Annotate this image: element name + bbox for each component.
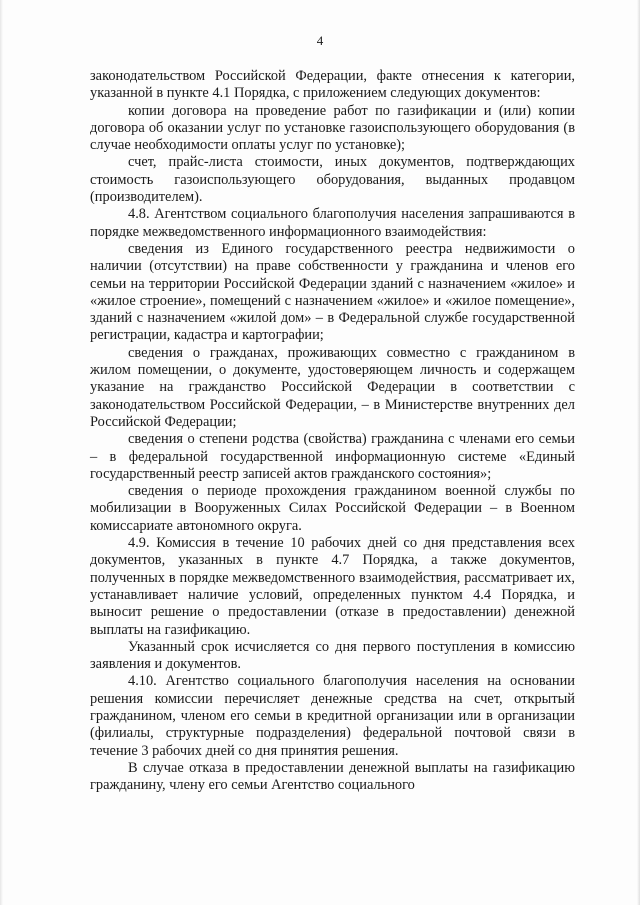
scan-edge-left (0, 0, 3, 905)
body-text (90, 68, 575, 794)
paragraph: законодательством Российской Федерации, факте отнесения к категории, указанной в пункте 4.1 Порядка, с приложением следующих документов: (90, 68, 575, 102)
section-4-10: 4.10. Агентство социального благополучия населения на основании решения комиссии перечисляет денежные средства на счет, открытый гражданином, членом его семьи в кредитной организации или в организации (филиалы, структурные подразделения) федеральной почтовой связи в течение 3 рабочих дней со дня принятия решения. (90, 673, 575, 759)
paragraph: сведения о гражданах, проживающих совместно с гражданином в жилом помещении, о документе, удостоверяющем личность и содержащем указание на гражданство Российской Федерации в соответствии с законодательством Российской Федерации, – в Министерстве внутренних дел Российской Федерации; (90, 344, 575, 430)
paragraph: сведения из Единого государственного реестра недвижимости о наличии (отсутствии) на праве собственности у гражданина и членов его семьи на территории Российской Федерации зданий с назначением «жилое» и «жилое строение», помещений с назначением «жилое» и «жилое помещение», зданий с назначением «жилой дом» – в Федеральной службе государственной регистрации, кадастра и картографии; (90, 240, 575, 344)
paragraph: сведения о степени родства (свойства) гражданина с членами его семьи – в федеральной государственной информационную системе «Единый государственный реестр записей актов гражданского состояния»; (90, 431, 575, 482)
page-number: 4 (316, 33, 324, 48)
paragraph: копии договора на проведение работ по газификации и (или) копии договора об оказании услуг по установке газоиспользующего оборудования (в случае необходимости оплаты услуг по установке); (90, 102, 575, 154)
section-4-8: 4.8. Агентством социального благополучия населения запрашиваются в порядке межведомственного информационного взаимодействия: (90, 206, 575, 240)
paragraph: сведения о периоде прохождения гражданином военной службы по мобилизации в Вооруженных Силах Российской Федерации – в Военном комиссариате автономного округа. (90, 483, 575, 534)
section-4-9: 4.9. Комиссия в течение 10 рабочих дней со дня представления всех документов, указанных в пункте 4.7 Порядка, а также документов, полученных в порядке межведомственного взаимодействия, рассматривает их, устанавливает наличие условий, определенных пунктом 4.4 Порядка, и выносит решение о предоставлении (отказе в предоставлении) денежной выплаты на газификацию. (90, 535, 575, 638)
paragraph: В случае отказа в предоставлении денежной выплаты на газификацию гражданину, члену его семьи Агентство социального (90, 759, 575, 794)
paragraph: счет, прайс-листа стоимости, иных документов, подтверждающих стоимость газоиспользующего оборудования, выданных продавцом (производителем). (90, 154, 575, 206)
paragraph: Указанный срок исчисляется со дня первого поступления в комиссию заявления и документов. (90, 638, 575, 673)
